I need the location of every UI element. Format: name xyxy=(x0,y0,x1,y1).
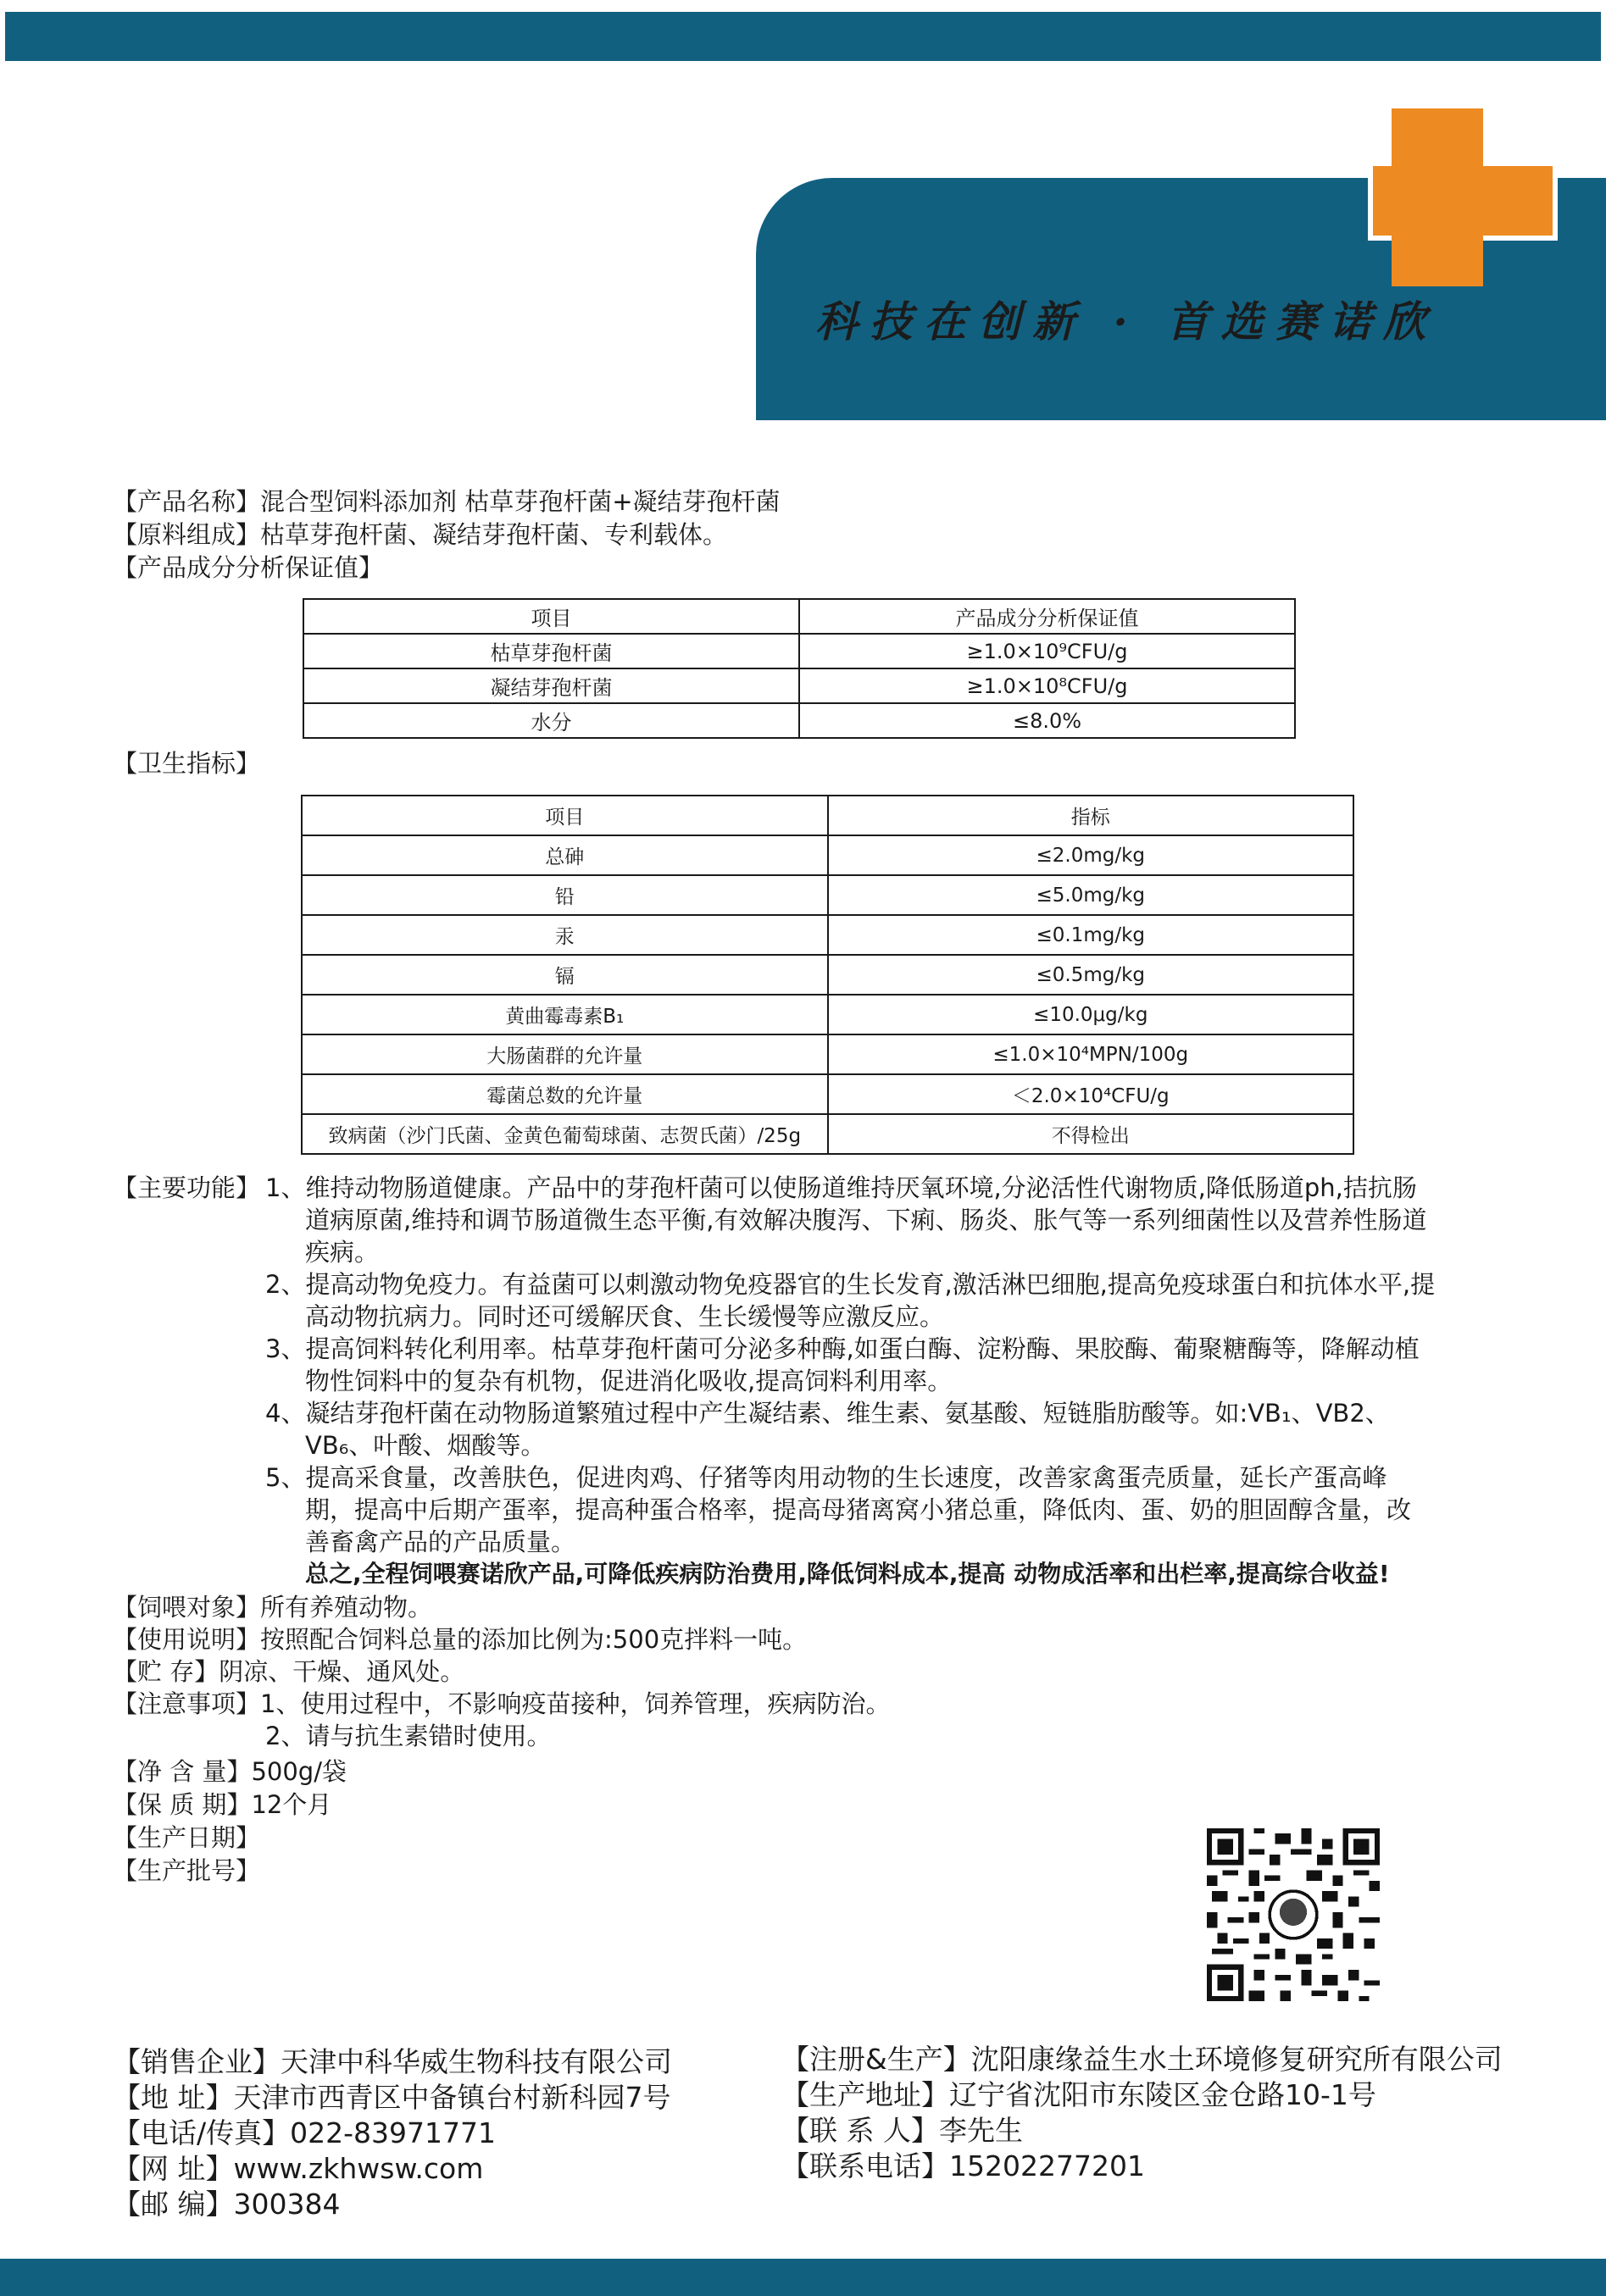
table-row: 镉 ≤0.5mg/kg xyxy=(302,955,1353,995)
table-row: 枯草芽孢杆菌 ≥1.0×10⁹CFU/g xyxy=(303,634,1295,668)
table-row: 霉菌总数的允许量 ＜2.0×10⁴CFU/g xyxy=(302,1074,1353,1114)
table-row: 致病菌（沙门氏菌、金黄色葡萄球菌、志贺氏菌）/25g 不得检出 xyxy=(302,1114,1353,1154)
table-row: 总砷 ≤2.0mg/kg xyxy=(302,835,1353,875)
function-line: 2、提高动物免疫力。有益菌可以刺激动物免疫器官的生长发育,激活淋巴细胞,提高免疫球蛋白和抗体水平,提 xyxy=(265,1270,1436,1299)
footer-contact-person: 【联 系 人】李先生 xyxy=(781,2114,1023,2147)
batch-number-label: 【生产批号】 xyxy=(113,1856,261,1885)
function-line: 期，提高中后期产蛋率，提高种蛋合格率，提高母猪离窝小猪总重，降低肉、蛋、奶的胆固醇含量，改 xyxy=(305,1495,1412,1524)
functions-label: 【主要功能】 xyxy=(113,1173,261,1202)
footer-sales-company: 【销售企业】天津中科华威生物科技有限公司 xyxy=(113,2045,672,2078)
footer-postcode: 【邮 编】300384 xyxy=(113,2188,341,2221)
table-row: 黄曲霉毒素B₁ ≤10.0μg/kg xyxy=(302,995,1353,1034)
table-row: 铅 ≤5.0mg/kg xyxy=(302,875,1353,915)
qr-code-icon xyxy=(1207,1828,1380,2001)
footer-production-address: 【生产地址】辽宁省沈阳市东陵区金仓路10-1号 xyxy=(781,2078,1376,2111)
function-line: 1、维持动物肠道健康。产品中的芽孢杆菌可以使肠道维持厌氧环境,分泌活性代谢物质,降低肠道ph,拮抗肠 xyxy=(265,1173,1417,1202)
footer-website: 【网 址】www.zkhwsw.com xyxy=(113,2152,484,2185)
production-date-label: 【生产日期】 xyxy=(113,1823,261,1852)
table-row: 凝结芽孢杆菌 ≥1.0×10⁸CFU/g xyxy=(303,668,1295,703)
ingredients-line: 【原料组成】枯草芽孢杆菌、凝结芽孢杆菌、专利载体。 xyxy=(113,520,728,549)
notes-line-2: 2、请与抗生素错时使用。 xyxy=(265,1722,552,1750)
bottom-bar xyxy=(0,2259,1606,2296)
product-name-line: 【产品名称】混合型饲料添加剂 枯草芽孢杆菌+凝结芽孢杆菌 xyxy=(113,487,781,516)
hygiene-label: 【卫生指标】 xyxy=(113,749,261,778)
table-row: 项目 产品成分分析保证值 xyxy=(303,599,1295,634)
footer-phone: 【电话/传真】022-83971771 xyxy=(113,2116,496,2149)
usage-line: 【使用说明】按照配合饲料总量的添加比例为:500克拌料一吨。 xyxy=(113,1625,808,1654)
table-row: 汞 ≤0.1mg/kg xyxy=(302,915,1353,955)
function-line: 疾病。 xyxy=(305,1238,380,1267)
table-row: 大肠菌群的允许量 ≤1.0×10⁴MPN/100g xyxy=(302,1034,1353,1074)
shelf-life-line: 【保 质 期】12个月 xyxy=(113,1790,332,1819)
function-line: VB₆、叶酸、烟酸等。 xyxy=(305,1431,546,1460)
function-line: 物性饲料中的复杂有机物，促进消化吸收,提高饲料利用率。 xyxy=(305,1367,953,1395)
function-line: 3、提高饲料转化利用率。枯草芽孢杆菌可分泌多种酶,如蛋白酶、淀粉酶、果胶酶、葡聚糖酶等，降解动植 xyxy=(265,1334,1420,1363)
hygiene-table xyxy=(301,795,1354,1155)
function-line: 4、凝结芽孢杆菌在动物肠道繁殖过程中产生凝结素、维生素、氨基酸、短链脂肪酸等。如:VB₁、VB2、 xyxy=(265,1399,1390,1428)
slogan: 科技在创新 · 首选赛诺欣 xyxy=(815,297,1438,347)
target-line: 【饲喂对象】所有养殖动物。 xyxy=(113,1593,433,1622)
table-row: 项目 指标 xyxy=(302,796,1353,835)
footer-address: 【地 址】天津市西青区中备镇台村新科园7号 xyxy=(113,2081,671,2114)
analysis-label: 【产品成分分析保证值】 xyxy=(113,553,384,582)
function-line: 善畜禽产品的产品质量。 xyxy=(305,1528,576,1556)
medical-cross-vertical xyxy=(1392,108,1483,286)
footer-manufacturer: 【注册&生产】沈阳康缘益生水土环境修复研究所有限公司 xyxy=(781,2043,1503,2076)
footer-contact-phone: 【联系电话】15202277201 xyxy=(781,2149,1145,2182)
top-bar xyxy=(5,12,1601,61)
notes-line: 【注意事项】1、使用过程中，不影响疫苗接种，饲养管理，疾病防治。 xyxy=(113,1689,891,1718)
analysis-table xyxy=(303,598,1296,739)
function-line: 5、提高采食量，改善肤色，促进肉鸡、仔猪等肉用动物的生长速度，改善家禽蛋壳质量，延长产蛋高峰 xyxy=(265,1463,1387,1492)
function-line: 道病原菌,维持和调节肠道微生态平衡,有效解决腹泻、下痢、肠炎、胀气等一系列细菌性以及营养性肠道 xyxy=(305,1206,1427,1234)
table-row: 水分 ≤8.0% xyxy=(303,703,1295,738)
functions-summary: 总之,全程饲喂赛诺欣产品,可降低疾病防治费用,降低饲料成本,提高 动物成活率和出栏率,提高综合收益! xyxy=(305,1560,1390,1588)
function-line: 高动物抗病力。同时还可缓解厌食、生长缓慢等应激反应。 xyxy=(305,1302,945,1331)
net-content-line: 【净 含 量】500g/袋 xyxy=(113,1757,347,1786)
storage-line: 【贮 存】阴凉、干燥、通风处。 xyxy=(113,1657,465,1686)
